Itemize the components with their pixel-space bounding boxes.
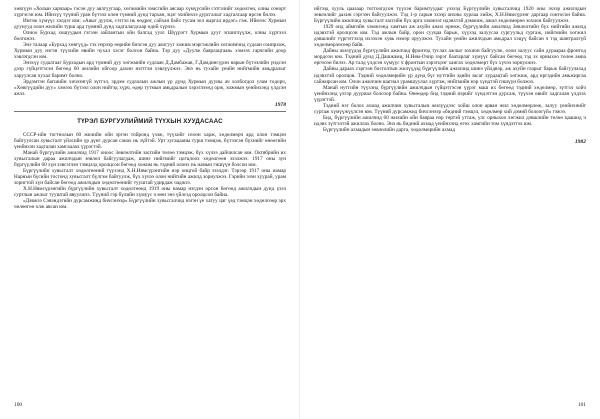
right-paragraph: Бид, бүргүүлийн ажилчид 60 жилийн ойн баяраа нэр төртэй угтаж, улс орныхоо хөгжил дэвшлийн төлөө цаашид ч идэвх зүтгэлтэй ажиллах болно. Энэ нь бидний ахмад үеийнхэнд өгөх хамгийн том хүндэтгэл юм. (314, 114, 586, 127)
left-paragraph: Энэ талаар «Бурхад хөвгүүд» гэх нэрээр өөрийн бичсэн дуу аялгууг хожим мэргэжлийн хөгжимчид судлан сонирхож, Хурмын дуу нэгэн түүхийн өвийн чухал хэсэг болсон байна. Тэр дуу «Дуулж баярлацгаая» хэмээх гарчгийн доор хэвлэгдсэн юм. (14, 42, 286, 61)
page-number: 101 (577, 402, 586, 408)
left-paragraph: Манай бүргүүлийн ажилчид 1917 оноос Зөвлөлтийн засгийн төлөө тэмцэж, бүх хүчээ дайчилсан юм. Октябрийн их хувьсгалын дараа ажилчдын зөвлөл байгуулагдаж, шинэ нийгмийг цогцлоох хөдөлгөөн эхэлжээ. 1917 оны зун бүргүүлийн 60 хүн зэвсэглэн тэмцэлд оролцсон бөгөөд хожим нь тэдний олонх нь намын гишүүн болсон юм. (14, 149, 286, 168)
left-paragraph: Х.Н.Нямсүрэнгийн бүргүүлийн хувьсгалт хөдөлгөөнд 1919 оны намар нэгдэн орсон бөгөөд ажилчдын дунд үзэл суртлын ажлыг тууштай явуулжээ. Түүний гэр бүлийн хүмүүс ч мөн энэ үйлсэд оролцсон байна. (14, 186, 286, 199)
left-paragraph: Олноо Бурхад хошуудын гэгээн зайлантын ойн балгад уулс Шүүрэгт Хурмын дууг эгшиглүүлж, олны хүртээл болгожээ. (14, 30, 286, 43)
right-paragraph: ийгээд хууль цаазаар тогтоогдсон түүхэн баримтуудыг үзэхэд Бүргүүлийн хувьсгалчид 1920 оны эхээр ажилчдын зөвлөлийг дахин сэргээн байгуулжээ. Тэд 1-р сарын эхээр анхны хурлаа хийж, Х.Н.Нямсүрэнг даргаар сонгосон байна. Бүргүүлийн ажилчид хувьсгалт засгийн бүх арга хэмжээг идэвхтэй дэмжиж, ажил хөдөлмөрөө зохион байгуулжээ. (314, 6, 586, 25)
right-body-text (314, 6, 586, 133)
right-paragraph: Манай нутгийн түүхэнд бүргүүлийн ажилчдын гүйцэтгэсэн үүрэг маш их бөгөөд тэдний хөдөлмөр, зүтгэл хойч үеийнхэнд үлгэр дууриал болсоор байна. Өнөөдөр бид тэдний нэрийг хүндэтгэн дурсаж, түүхэн өвийг хадгалан үлдээх үүрэгтэй. (314, 84, 586, 103)
left-paragraph: Бүргүүлийн хувьсгалт хөдөлгөөний түүхэнд Х.Н.Нямсүрэнгийн нэр онцгой байр эзэлдэг. Тэрээр 1917 оны намар Нарнын бүсийн тосгонд хувьсгалт бүлгэм байгуулж, бүх хүчээ олон нийтийн ажилд зориулжээ. Гэрийн эзэн хуурай, урам зоригтой хүн байсан бөгөөд ажилчдын хөдөлгөөнийг тууштай удирдаж чаджээ. (14, 167, 286, 187)
year-label: 1982 (574, 138, 586, 145)
right-paragraph: Бүргүүлийн ахмадын зөвлөлийн дарга, хөдөлмөрийн ахмад (323, 126, 456, 133)
right-page (314, 6, 586, 408)
right-paragraph: Дайны дараах сэргээн босголтын жилүүдэд бүргүүлийн ажилчид шинэ үйлдвэр, аж ахуйн газрыг барьж байгуулахад идэвхтэй оролцов. Тэдний хөдөлмөрийн үр дүнд бүс нутгийн эдийн засаг хурдацтай хөгжиж, ард иргэдийн амьжиргаа сайжирсан юм. Олон ажилчин шагнал урамшуулал хүртэж, нийгмийн нэр хүндтэй гишүүн болжээ. (314, 66, 586, 85)
section-divider (14, 111, 286, 112)
left-paragraph: СССР-ийн тогтнолын 60 жилийн ойн эргэн тойронд үзэж, түүхийг сөхөн харж, хөдөлмөрч ард олон тэмцэн байгуулсан хувьсгалт үйлсийн үр дүнг дурсан санах нь зүйтэй. Урт хугацааны турш тэмцэж, бүтээсэн бүхнийг өнөөгийн үеийнхэн хадгалан хамгаалах үүрэгтэй. (14, 131, 286, 150)
left-paragraph: «Дэвжээ Сэвэндэгийн дурсамжинд бичсэнээр» Бүргүүлийн хувьсгалчид нэгэн үе хатуу цаг үед тэмцэн хөдөлсөөр эрх чөлөөгөө олж авсан юм. (14, 198, 286, 211)
left-page (14, 6, 286, 408)
left-paragraph: Эрдэмтэн багшийн хичээнгүй зүтгэл, эрдэм судлалын ажлын үр дүнд Хурмын дууны ач холбогдол улам тодорч, «Хөвгүүдийн дуу» хэмээх бүтээл олон нийтэд хүрч, өдөр тутмын амьдралын хэрэглээнд орж, хожмын үеийнхэнд үлдсэн ажээ. (14, 78, 286, 97)
left-paragraph: Энэхүү судалгааг Бурхадын ард түмний дуу хөгжмийн судлаач Д.Дамбажав, Г.Дамдинсүрэн нарын бүтээлийн үндсэн дээр гүйцэтгэсэн бөгөөд 60 жилийн ойгоор дахин нэгтгэн хэвлүүлжээ. Энэ нь тухайн үеийн нийгмийн амьдралыг харуулсан чухал баримт болно. (14, 60, 286, 79)
left-body-text (14, 132, 286, 211)
page-number: 100 (14, 402, 23, 408)
right-paragraph: Дайны жилүүдэд бүргүүлийн ажилчид фронтод туслах ажлыг зохион байгуулж, олон залуус сайн дураараа фронтод мордсон юм. Тэдний дунд Д.Дашжамц, Н.Ням-Очир зэрэг баатарлаг хүмүүс байсан бөгөөд тэд эх орныхоо төлөө амиа өргөсөн билээ. Ар талд үлдсэн хүмүүс ч фронтын хэрэгцээг хангах хөдөлмөрт бүх хүчээ зориулжээ. (314, 48, 586, 67)
left-top-text (14, 6, 286, 97)
page-gutter (299, 0, 300, 419)
left-paragraph: хөвгүүн «Холын харчаар» гэсэн дуу аялгуугаар, хөгжмийн зэмсгийн аясаар хүмүүсийн сэтгэлийг хөдөлгөн, олны сонорт хүргэсэн юм. Ийнхүү түүний уран бүтээл олон түмний дунд тархан, эцэг эхийнхээ дурсгалыг хадгалсаар ирсэн билээ. (14, 6, 286, 19)
article-heading: ТҮРЭЛ БУРГУУЛИЙМИЙ ТҮҮХЫН ХУУДАСААС (77, 117, 223, 125)
left-paragraph: Ингэж хүмүүс хэлдэг юм: «Аяыг дуулж, сэтгэл нь өөдрөг, сайхан байх тусам зол жаргал ирдэг» гэж. Иймээс Хурмын дуунууд олон жилийн турш ард түмний дунд хадгалагдсаар өдий хүрчээ. (14, 18, 286, 31)
right-paragraph: Тэдний нэг болох ахмад ажилчин хувьсгалын жилүүдээс хойш олон арван жил хөдөлмөрлөж, залуу үеийнхнийг сургаж хүмүүжүүлсэн юм. Түүний дурсамжид бичсэнээр «бидний тэмцэл, хөдөлмөр хий дэмий болоогүй» гэжээ. (314, 102, 586, 115)
right-paragraph: 1929 онд аймгийн хэмжээнд хамтын аж ахуйн ажил өрнөж, бүргүүлийн ажилчид Зөвлөлтийн бүх нийтийн ажилд идэвхтэй оролцсон юм. Тэд ажлын байр, орон сууцаа барьж, хүүхэд залуусаа сургуульд сургаж, нийгмийн хөгжил дэвшлийг түргэтгэхэд ихээхэн хувь нэмэр оруулжээ. Тухайн үеийн ажилчдын амьдрал хэцүү байсан ч тэд шантралгүй хөдөлмөрлөсөөр байв. (314, 24, 586, 49)
year-label: 1978 (274, 101, 286, 108)
